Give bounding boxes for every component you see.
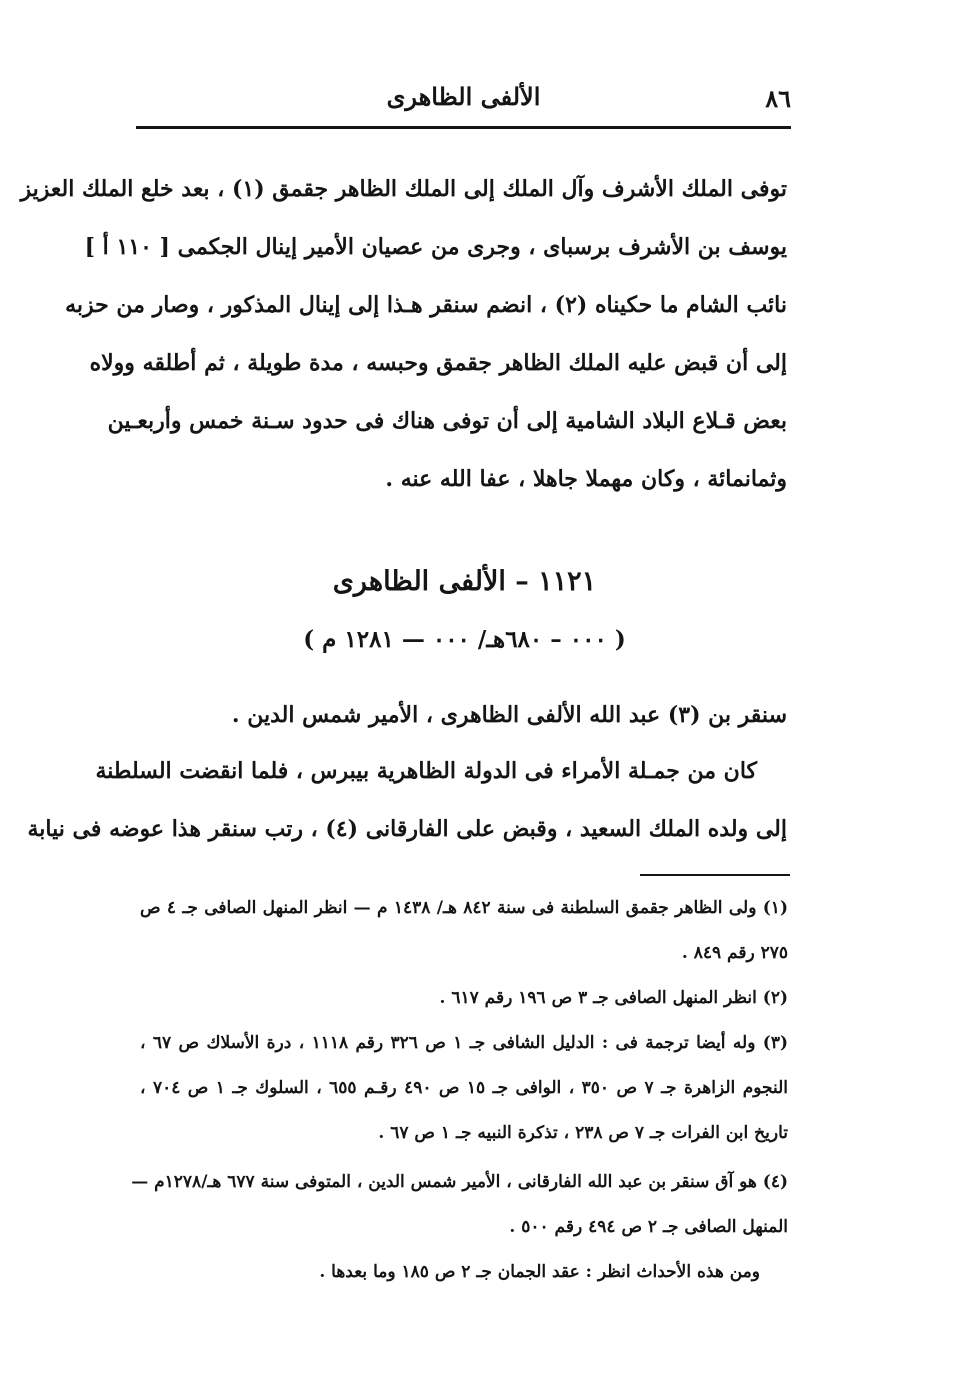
text-line: نائب الشام ما حكيناه (٢) ، انضم سنقر هـذا إلى إينال المذكور ، وصار من حزبه (65, 292, 787, 318)
footnote-4: (٤) هو آق سنقر بن عبد الله الفارقانى ، الأمير شمس الدين ، المتوفى سنة ٦٧٧ هـ/١٢٧٨م — (131, 1172, 788, 1192)
header-rule (136, 126, 791, 129)
footnote-3: (٣) وله أيضا ترجمة فى : الدليل الشافى جـ ١ ص ٣٢٦ رقم ١١١٨ ، درة الأسلاك ص ٦٧ ، (140, 1033, 789, 1053)
text-line: إلى ولده الملك السعيد ، وقبض على الفارقانى (٤) ، رتب سنقر هذا عوضه فى نيابة (27, 816, 787, 842)
footnote-4-continued: المنهل الصافى جـ ٢ ص ٤٩٤ رقم ٥٠٠ . (509, 1217, 788, 1237)
entry-dates: ( ٠٠٠ – ٦٨٠هـ/ ٠٠٠ — ١٢٨١ م ) (303, 626, 626, 653)
running-title: الألفى الظاهرى (386, 82, 541, 111)
text-line: توفى الملك الأشرف وآل الملك إلى الملك الظاهر جقمق (١) ، بعد خلع الملك العزيز (20, 176, 787, 202)
page-number: ٨٦ (765, 84, 791, 113)
footnote-4-see-also: ومن هذه الأحداث انظر : عقد الجمان جـ ٢ ص ١٨٥ وما بعدها . (319, 1262, 760, 1282)
text-line: يوسف بن الأشرف برسباى ، وجرى من عصيان الأمير إينال الجكمى [ ١١٠ أ ] (84, 234, 787, 260)
footnotes (131, 886, 789, 1295)
footnote-3-continued: تاريخ ابن الفرات جـ ٧ ص ٢٣٨ ، تذكرة النبيه جـ ١ ص ٦٧ . (378, 1123, 788, 1143)
footnote-1-continued: ٢٧٥ رقم ٨٤٩ . (681, 943, 788, 963)
entry-heading: ١١٢١ – الألفى الظاهرى (332, 566, 597, 597)
text-line: إلى أن قبض عليه الملك الظاهر جقمق وحبسه ، مدة طويلة ، ثم أطلقه وولاه (89, 350, 787, 376)
footnote-3-continued: النجوم الزاهرة جـ ٧ ص ٣٥٠ ، الوافى جـ ١٥ ص ٤٩٠ رقـم ٦٥٥ ، السلوك جـ ١ ص ٧٠٤ ، (140, 1078, 789, 1098)
text-line: وثمانمائة ، وكان مهملا جاهلا ، عفا الله عنه . (385, 466, 787, 492)
running-header (136, 82, 791, 126)
text-line: بعض قـلاع البلاد الشامية إلى أن توفى هناك فى حدود سـنة خمس وأربعـين (107, 408, 787, 434)
entry-paragraph (27, 742, 787, 858)
entry-name-line: سنقر بن (٣) عبد الله الألفى الظاهرى ، الأمير شمس الدين . (231, 702, 787, 728)
footnote-2: (٢) انظر المنهل الصافى جـ ٣ ص ١٩٦ رقم ٦١٧ . (439, 988, 788, 1008)
footnote-1: (١) ولى الظاهر جقمق السلطنة فى سنة ٨٤٢ هـ/ ١٤٣٨ م — انظر المنهل الصافى جـ ٤ ص (140, 898, 788, 918)
text-line: كان من جمـلة الأمراء فى الدولة الظاهرية بيبرس ، فلما انقضت السلطنة (95, 758, 757, 784)
paragraph-continued (20, 160, 787, 508)
footnote-rule (640, 874, 790, 876)
